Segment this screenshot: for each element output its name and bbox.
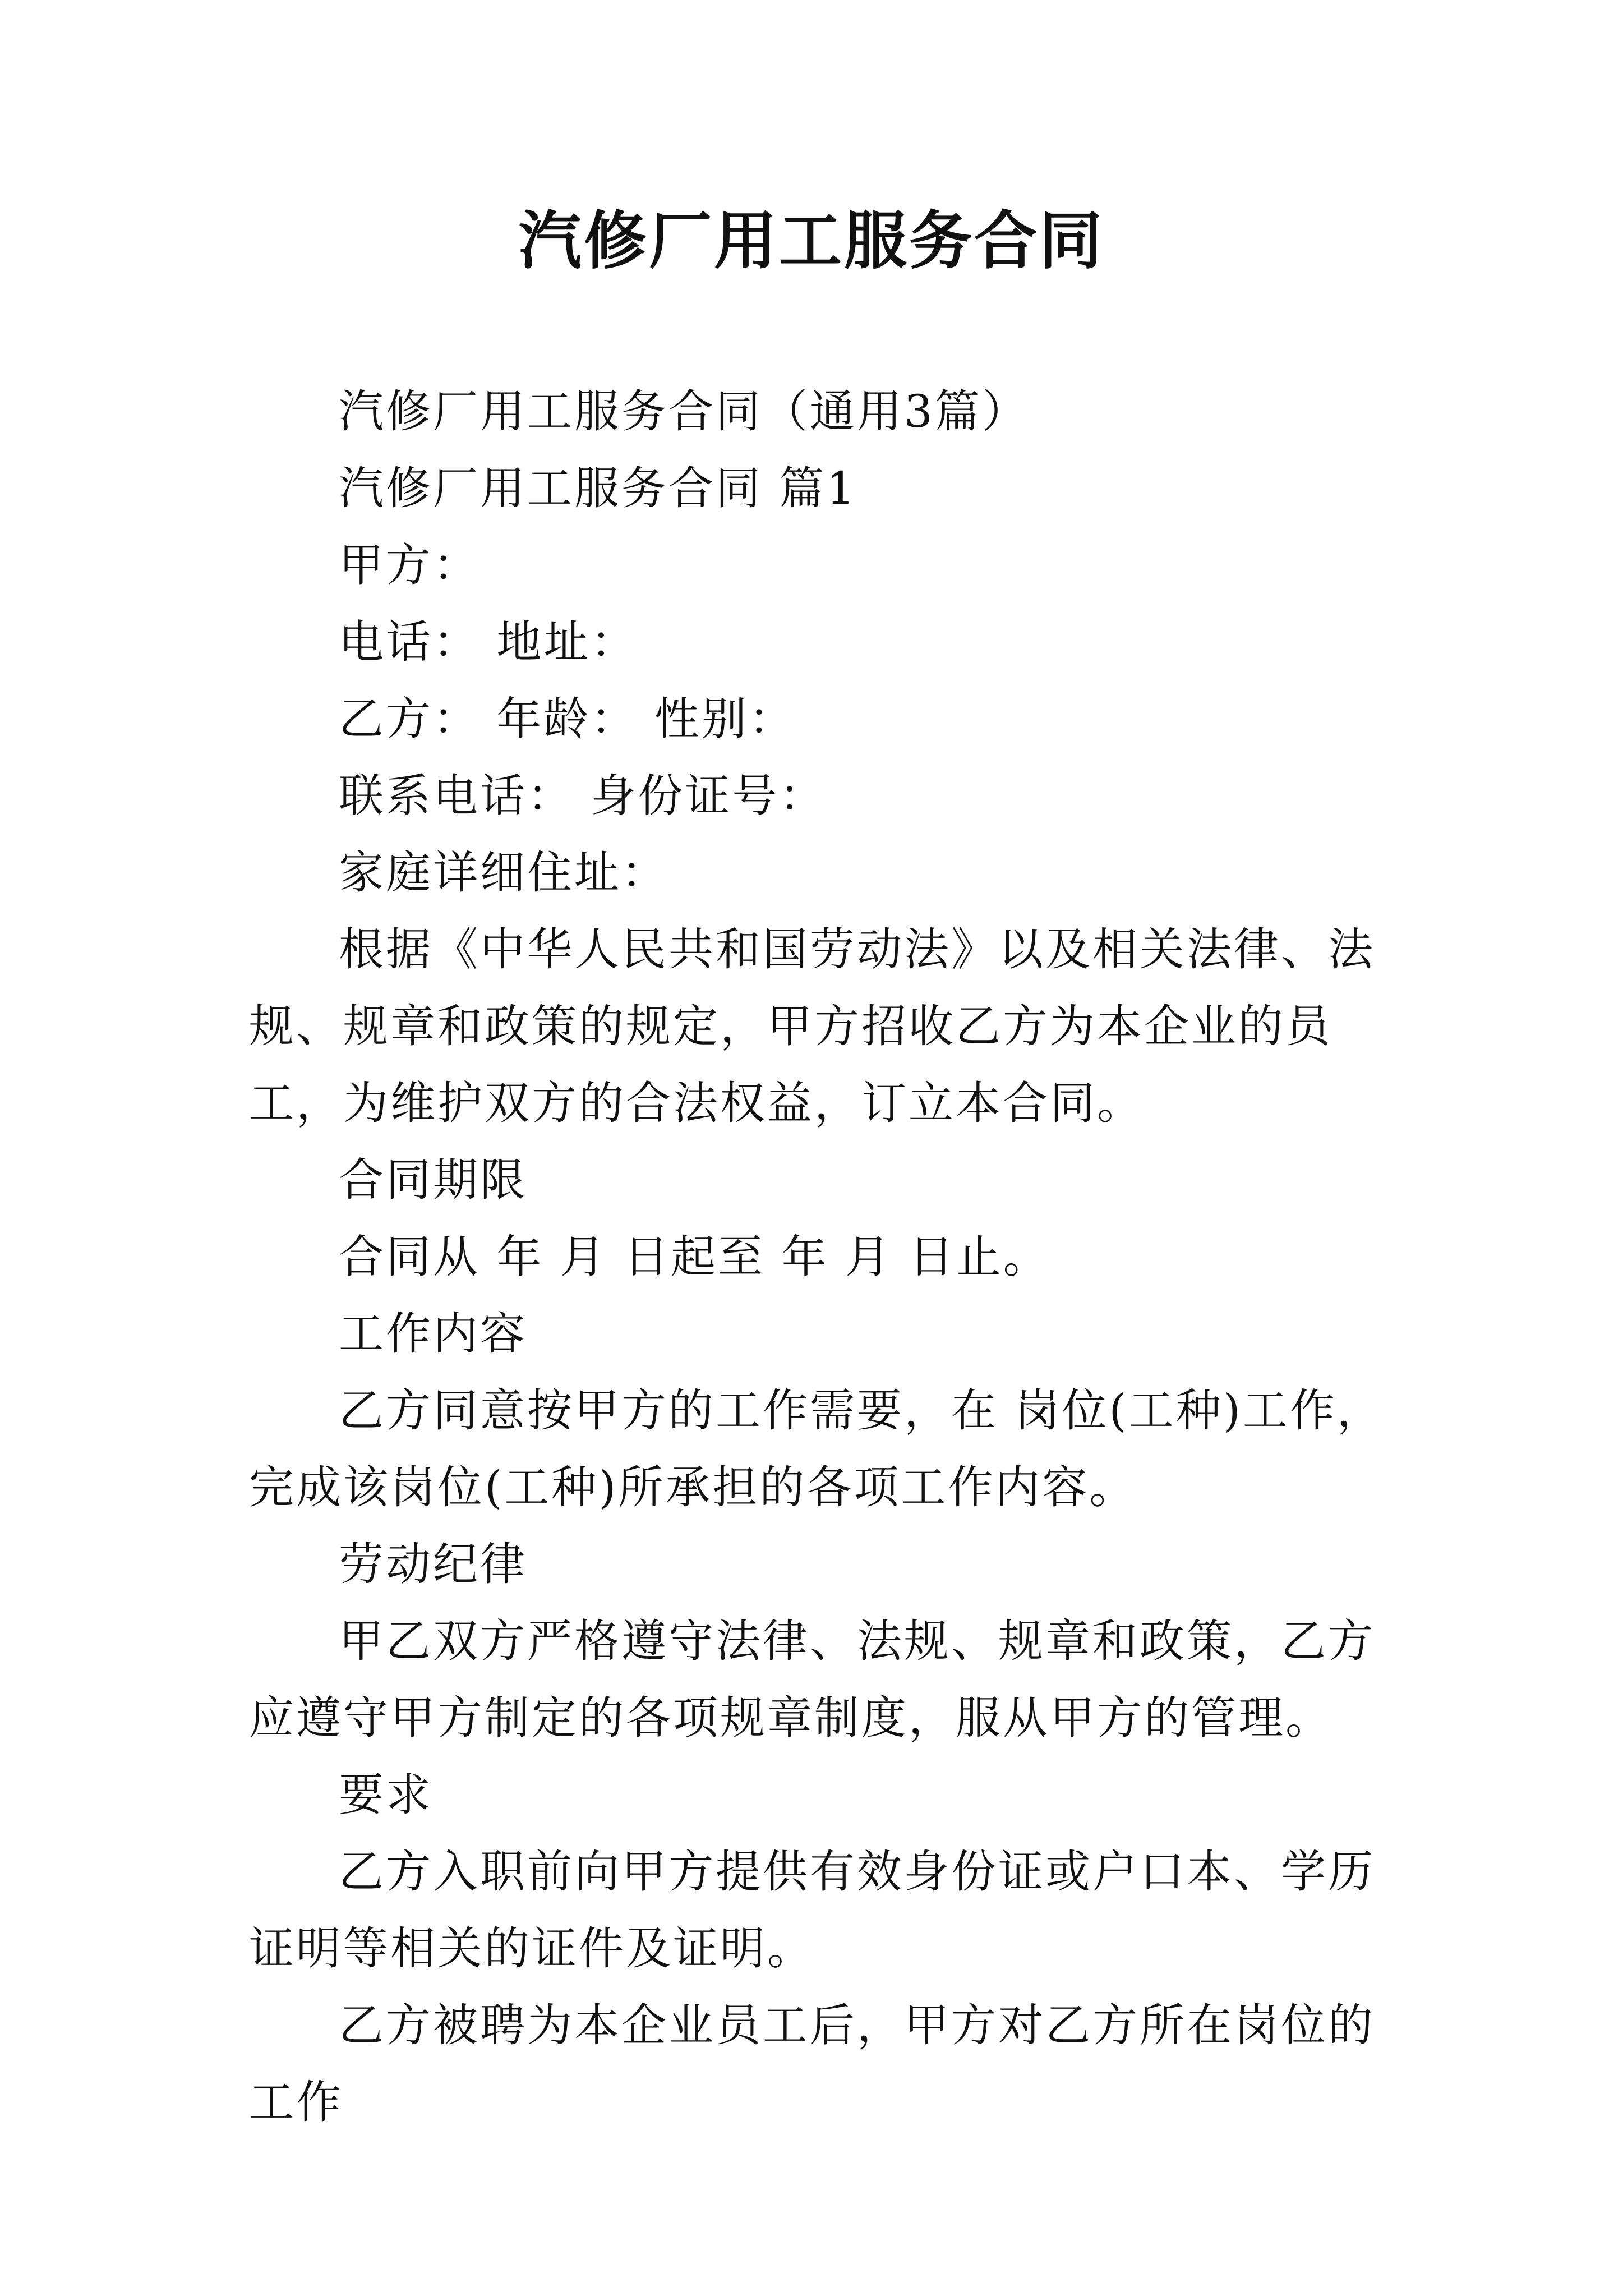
heading-contract-term: 合同期限 <box>339 1154 527 1206</box>
preamble-paragraph: 根据《中华人民共和国劳动法》以及相关法律、法规、规章和政策的规定，甲方招收乙方为本企业的员工，为维护双方的合法权益，订立本合同。 <box>249 923 1375 1129</box>
phone-address-line: 电话： 地址： <box>339 616 638 668</box>
contact-id-line: 联系电话： 身份证号： <box>339 770 827 822</box>
work-content-paragraph: 乙方同意按甲方的工作需要，在 岗位(工种)工作，完成该岗位(工种)所承担的各项工作内容。 <box>249 1384 1384 1513</box>
document-title: 汽修厂用工服务合同 <box>519 204 1104 278</box>
section-heading: 汽修厂用工服务合同 篇1 <box>339 462 857 514</box>
home-address-line: 家庭详细住址： <box>339 846 668 899</box>
heading-labor-discipline: 劳动纪律 <box>339 1538 527 1590</box>
heading-requirements: 要求 <box>339 1769 433 1821</box>
employment-paragraph: 乙方被聘为本企业员工后，甲方对乙方所在岗位的工作 <box>249 1999 1375 2128</box>
subtitle-line: 汽修厂用工服务合同（通用3篇） <box>339 385 1029 438</box>
document-body <box>249 373 1421 2141</box>
contract-term-paragraph: 合同从 年 月 日起至 年 月 日止。 <box>339 1231 1050 1283</box>
party-a-line: 甲方： <box>339 539 480 591</box>
requirements-paragraph: 乙方入职前向甲方提供有效身份证或户口本、学历证明等相关的证件及证明。 <box>249 1846 1375 1975</box>
labor-discipline-paragraph: 甲乙双方严格遵守法律、法规、规章和政策，乙方应遵守甲方制定的各项规章制度，服从甲方的管理。 <box>249 1615 1375 1744</box>
party-b-line: 乙方： 年龄： 性别： <box>339 693 796 745</box>
heading-work-content: 工作内容 <box>339 1308 527 1360</box>
